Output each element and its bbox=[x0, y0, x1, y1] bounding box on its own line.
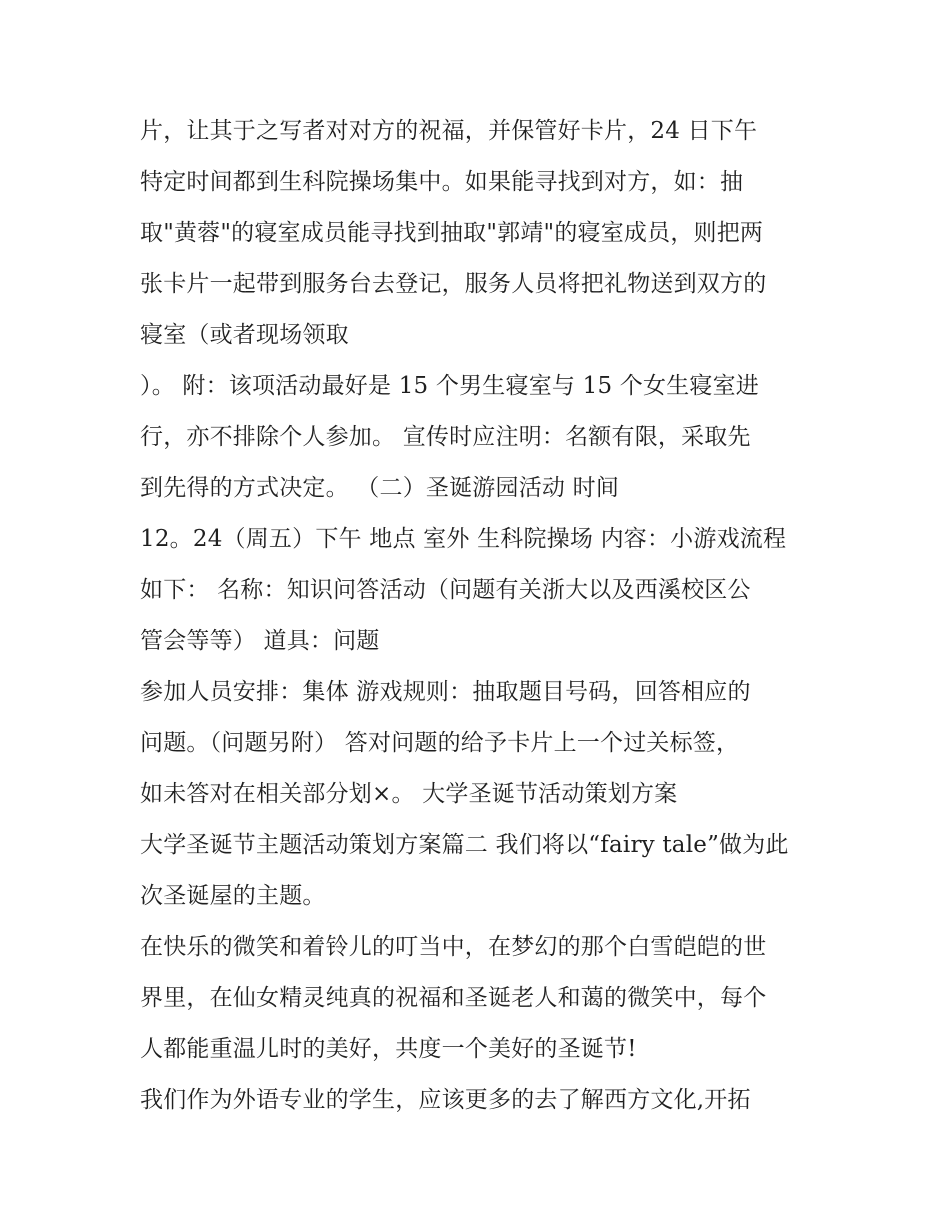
document-body bbox=[140, 106, 820, 1126]
text-line: 行，亦不排除个人参加。 宣传时应注明：名额有限，采取先 bbox=[140, 424, 751, 450]
text-line: 大学圣诞节主题活动策划方案篇二 我们将以“fairy tale”做为此 bbox=[140, 832, 789, 858]
text-line: 次圣诞屋的主题。 bbox=[140, 883, 326, 909]
text-line: 管会等等） 道具：问题 bbox=[140, 628, 380, 654]
text-line: 人都能重温儿时的美好，共度一个美好的圣诞节! bbox=[140, 1036, 637, 1062]
text-line: 问题。（问题另附） 答对问题的给予卡片上一个过关标签， bbox=[140, 730, 740, 756]
text-line: 寝室（或者现场领取 bbox=[140, 322, 349, 348]
text-line: 片，让其于之写者对对方的祝福，并保管好卡片，24 日下午 bbox=[140, 118, 758, 144]
text-line: 取"黄蓉"的寝室成员能寻找到抽取"郭靖"的寝室成员，则把两 bbox=[140, 220, 764, 246]
text-line: 如下： 名称：知识问答活动（问题有关浙大以及西溪校区公 bbox=[140, 577, 751, 603]
text-line: 界里，在仙女精灵纯真的祝福和圣诞老人和蔼的微笑中，每个 bbox=[140, 985, 767, 1011]
text-line: 12。24（周五）下午 地点 室外 生科院操场 内容：小游戏流程 bbox=[140, 526, 787, 552]
text-line: 我们作为外语专业的学生，应该更多的去了解西方文化,开拓 bbox=[140, 1087, 751, 1113]
text-line: 到先得的方式决定。 （二）圣诞游园活动 时间 bbox=[140, 475, 620, 501]
text-line: 参加人员安排：集体 游戏规则：抽取题目号码，回答相应的 bbox=[140, 679, 751, 705]
text-line: 如未答对在相关部分划×。 大学圣诞节活动策划方案 bbox=[140, 781, 678, 807]
text-line: ）。 附：该项活动最好是 15 个男生寝室与 15 个女生寝室进 bbox=[140, 373, 759, 399]
text-line: 在快乐的微笑和着铃儿的叮当中，在梦幻的那个白雪皑皑的世 bbox=[140, 934, 767, 960]
text-line: 特定时间都到生科院操场集中。如果能寻找到对方，如：抽 bbox=[140, 169, 744, 195]
text-line: 张卡片一起带到服务台去登记，服务人员将把礼物送到双方的 bbox=[140, 271, 767, 297]
